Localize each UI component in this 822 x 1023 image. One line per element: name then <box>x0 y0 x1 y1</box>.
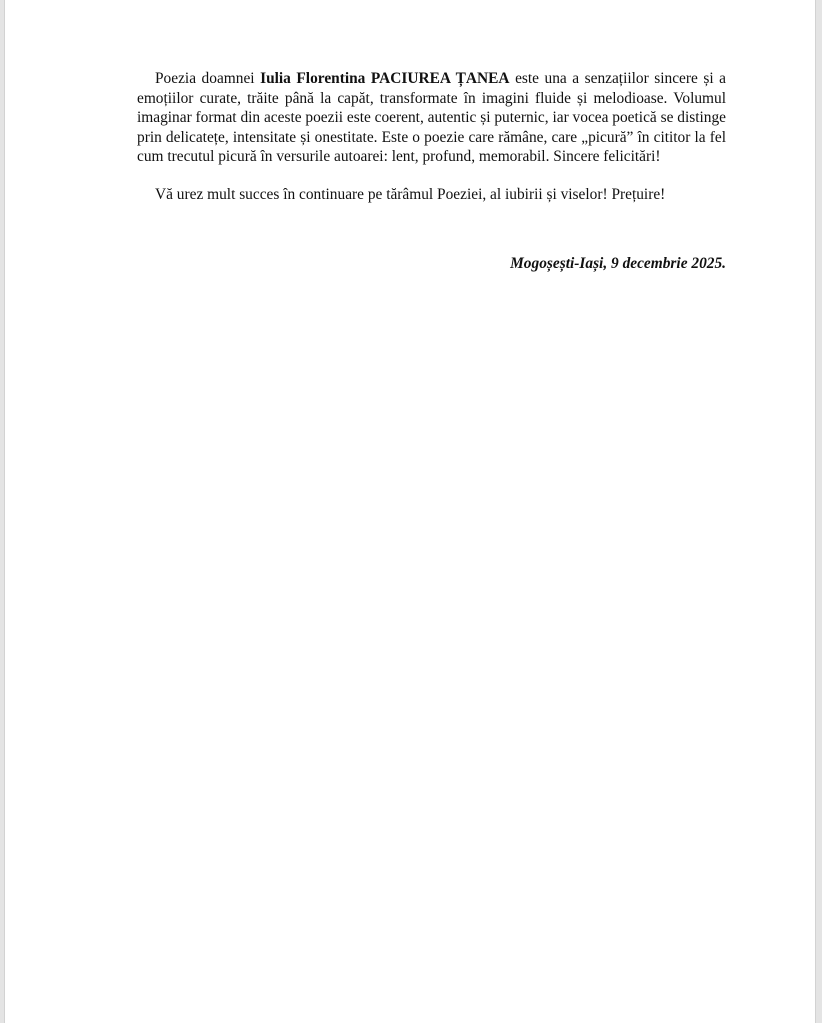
review-paragraph <box>137 69 726 167</box>
paragraph-body: este una a senzațiilor sincere și a emoțiilor curate, trăite până la capăt, transformate în imagini fluide și melodioase. Volumul imaginar format din aceste poezii este coerent, autentic și puternic, iar vocea poetică se distinge prin delicatețe, intensitate și onestitate. Este o poezie care rămâne, care „picură” în cititor la fel cum trecutul picură în versurile autoarei: lent, profund, memorabil. Sincere felicitări! <box>137 70 726 165</box>
wishes-paragraph: Vă urez mult succes în continuare pe tărâmul Poeziei, al iubirii și viselor! Prețuire! <box>155 185 666 203</box>
paragraph-intro: Poezia doamnei <box>155 70 261 87</box>
document-page <box>4 0 816 1023</box>
author-name: Iulia Florentina PACIUREA ȚANEA <box>260 70 510 87</box>
place-date-signature: Mogoșești-Iași, 9 decembrie 2025. <box>510 255 726 272</box>
page-content <box>137 69 726 274</box>
